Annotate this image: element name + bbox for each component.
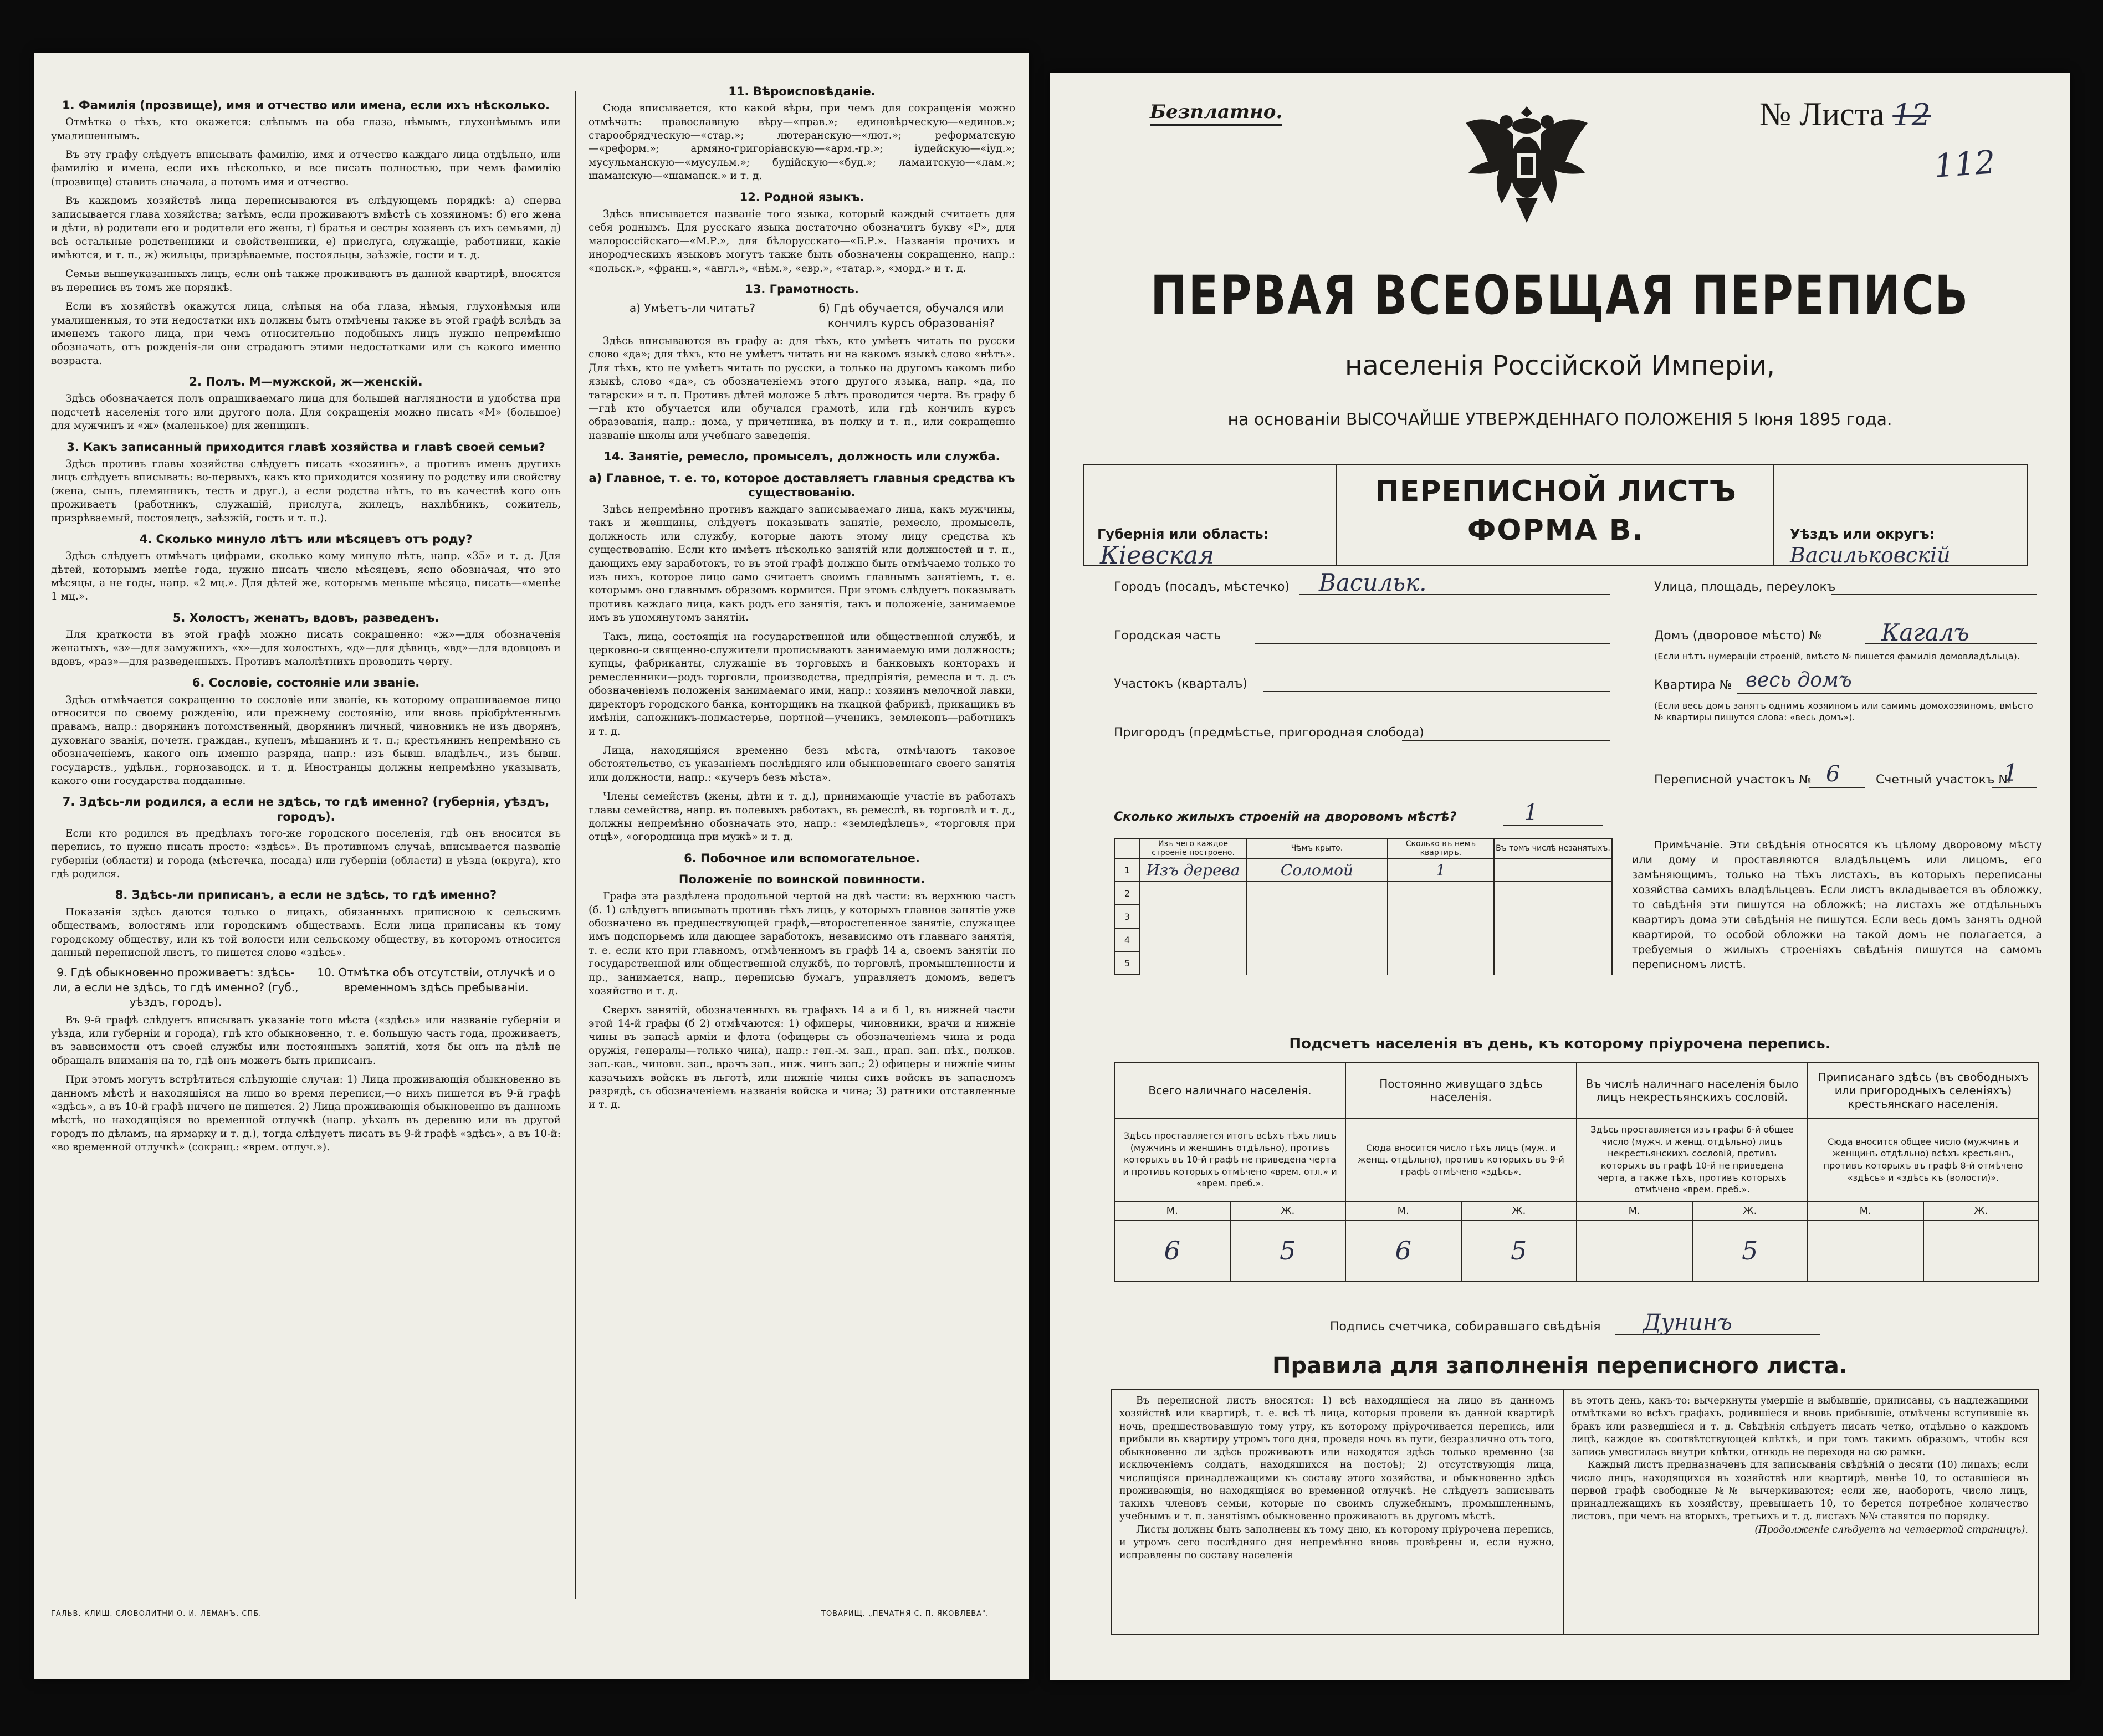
house-note: (Если нѣтъ нумераціи строеній, вмѣсто № пишется фамилія домовладѣльца).: [1654, 651, 2020, 662]
right-page-census-form: [1050, 73, 2070, 1680]
tally-column-header: Въ числѣ наличнаго населенія было лицъ некрестьянскихъ сословій.: [1577, 1063, 1808, 1118]
instruction-paragraph: Графа эта раздѣлена продольной чертой на двѣ части: въ верхнюю часть (б. 1) слѣдуетъ вписывать противъ тѣхъ лицъ, у которыхъ главное занятіе уже обозначено въ предшествующей графѣ,—второстепенное занятіе, служащее имъ подспорьемъ или дающее заработокъ, независимо отъ главнаго занятія, т. е. если кто при главномъ, отмѣченномъ въ графѣ 14 а, своемъ занятіи по государственной или общественной службѣ, по торговлѣ, промышленности и пр., занимается, напр., переписью бумагъ, управляетъ домомъ, ведетъ хозяйство и т. д.: [589, 890, 1015, 997]
tally-column-header: Постоянно живущаго здѣсь населенія.: [1345, 1063, 1577, 1118]
sheet-form-title: ПЕРЕПИСНОЙ ЛИСТЪ: [1375, 475, 1737, 508]
instruction-paragraph: Члены семействъ (жены, дѣти и т. д.), принимающіе участіе въ работахъ главы семейства, напр. въ полевыхъ работахъ, въ ремеслѣ, въ торговлѣ и т. д., должны непремѣнно обозначать это, напр.: «земледѣлецъ», «торговля при отцѣ», «огородница при мужѣ» и т. д.: [589, 791, 1015, 843]
apartment-label: Квартира №: [1654, 678, 1732, 692]
instruction-heading: 8. Здѣсь-ли приписанъ, а если не здѣсь, то гдѣ именно?: [115, 888, 497, 902]
building-cell-vacant[interactable]: [1494, 858, 1612, 882]
count-section-label: Счетный участокъ №: [1876, 773, 2012, 787]
buildings-header-vacant: Въ томъ числѣ незанятыхъ.: [1494, 838, 1612, 858]
column-divider: [575, 91, 576, 1599]
rules-left-column: [1119, 1395, 1554, 1630]
instruction-heading: 13. Грамотность.: [745, 282, 859, 296]
city-part-line: [1255, 643, 1610, 644]
instruction-heading-pair: [589, 301, 1015, 330]
census-section-label: Переписной участокъ №: [1654, 773, 1812, 787]
instruction-heading: а) Главное, т. е. то, которое доставляетъ главныя средства къ существованію.: [589, 471, 1015, 499]
tally-female-value[interactable]: 5: [1692, 1220, 1808, 1281]
population-tally-title: Подсчетъ населенія въ день, къ которому пріурочена перепись.: [1289, 1036, 1831, 1052]
instruction-paragraph: Здѣсь слѣдуетъ отмѣчать цифрами, сколько кому минуло лѣтъ, напр. «35» и т. д. Для дѣтей, которымъ менѣе года, нужно писать число мѣсяцевъ, ясно обозначая, что это мѣсяцы, а не годы, напр. «2 мц.». Для дѣтей же, которымъ меньше мѣсяца, писать—«менѣе 1 мц.».: [51, 550, 561, 603]
house-value[interactable]: Кагалъ: [1881, 619, 1969, 646]
census-subtitle: населенія Россійской Имперіи,: [1345, 350, 1775, 381]
instructions-column-2: [589, 78, 1015, 1599]
tally-female-value[interactable]: [1923, 1220, 2039, 1281]
building-cell-apts[interactable]: [1388, 882, 1494, 905]
printer-imprint-right: ТОВАРИЩ. „ПЕЧАТНЯ С. П. ЯКОВЛЕВА".: [821, 1610, 989, 1618]
city-value[interactable]: Васильк.: [1319, 569, 1427, 596]
instruction-heading: 5. Холостъ, женатъ, вдовъ, разведенъ.: [172, 611, 439, 624]
instruction-heading: 11. Вѣроисповѣданіе.: [728, 85, 876, 98]
instruction-paragraph: Сверхъ занятій, обозначенныхъ въ графахъ 14 а и б 1, въ нижней части этой 14-й графы (б 2) отмѣчаются: 1) офицеры, чиновники, врачи и нижніе чины въ запасѣ арміи и флота (офицеры съ обозначеніемъ чина и рода оружія, генералы—только чина), напр.: ген.-м. зап., прап. зап. пѣх., полков. зап.-кав., чиновн. зап., врачъ зап., инж. чинъ зап.; 2) офицеры и нижніе чины казачьихъ войскъ въ льготѣ, или нижніе чины сихъ войскъ въ запасномъ разрядѣ, съ обозначеніемъ названія войска и чина; 3) ратники отставленные и т. д.: [589, 1004, 1015, 1111]
instruction-heading: 10. Отмѣтка объ отсутствіи, отлучкѣ и о временномъ здѣсь пребываніи.: [317, 966, 555, 994]
tally-column-description: Здѣсь проставляется изъ графы 6-й общее число (мужч. и женщ. отдѣльно) лицъ некрестьянскихъ сословій, противъ которыхъ въ графѣ 10-й не приведена черта, а также тѣхъ, противъ которыхъ отмѣчено «врем. преб.».: [1577, 1118, 1808, 1201]
building-cell-roof[interactable]: Соломой: [1246, 858, 1388, 882]
female-column-label: Ж.: [1461, 1201, 1577, 1220]
province-value[interactable]: Кіевская: [1100, 541, 1215, 570]
instruction-paragraph: Такъ, лица, состоящія на государственной или общественной службѣ, и церковно-и священно-служители прописываютъ занимаемую ими должность; купцы, фабриканты, служащіе въ торговыхъ и банковыхъ конторахъ и ремесленники—родъ торговли, производства, предпріятія, ремесла и т. д. съ обозначеніемъ положенія занимаемаго ими, напр.: хозяинъ мелочной лавки, директоръ городского банка, конторщикъ на ткацкой фабрикѣ, прикащикъ въ имѣніи, сапожникъ-подмастерье, портной—ученикъ, землекопъ—работникъ и т. д.: [589, 631, 1015, 738]
instruction-paragraph: Лица, находящіяся временно безъ мѣста, отмѣчаютъ таковое обстоятельство, съ указаніемъ послѣдняго или обыкновеннаго своего занятія или должности, напр.: «кучеръ безъ мѣста».: [589, 744, 1015, 783]
enumerator-signature-label: Подпись счетчика, собиравшаго свѣдѣнія: [1330, 1320, 1601, 1334]
building-cell-material[interactable]: [1140, 882, 1246, 905]
instruction-heading: 6. Сословіе, состояніе или званіе.: [192, 676, 420, 690]
male-column-label: М.: [1345, 1201, 1461, 1220]
buildings-header-roof: Чѣмъ крыто.: [1246, 838, 1388, 858]
instruction-paragraph: Здѣсь непремѣнно противъ каждаго записываемаго лица, какъ мужчины, такъ и женщины, слѣдуетъ показывать занятіе, ремесло, промыселъ, должность или службу, которые даютъ этому лицу средства къ существованію. Если кто имѣетъ нѣсколько занятій или должностей и т. п., дающихъ ему заработокъ, то въ этой графѣ должно быть отмѣчаемо только то изъ нихъ, которое лицо само считаетъ своимъ главнымъ занятіемъ, т. е. которымъ оно главнымъ образомъ кормится. При этомъ слѣдуетъ показывать противъ каждаго лица, какъ родъ его занятія, такъ и положеніе, занимаемое имъ въ упомянутомъ занятіи.: [589, 504, 1015, 624]
rules-right-column: [1571, 1395, 2028, 1630]
male-column-label: М.: [1114, 1201, 1230, 1220]
sheet-label-text: № Листа: [1759, 96, 1885, 132]
tally-female-value[interactable]: 5: [1230, 1220, 1346, 1281]
rules-continued: (Продолженіе слѣдуетъ на четвертой страницѣ).: [1754, 1524, 2028, 1535]
instruction-paragraph: Отмѣтка о тѣхъ, кто окажется: слѣпымъ на оба глаза, нѣмымъ, глухонѣмымъ или умалишеннымъ.: [51, 116, 561, 142]
male-column-label: М.: [1808, 1201, 1923, 1220]
building-cell-roof[interactable]: [1246, 905, 1388, 928]
building-cell-vacant[interactable]: [1494, 951, 1612, 975]
instruction-paragraph: Здѣсь вписывается названіе того языка, который каждый считаетъ для себя роднымъ. Для русскаго языка достаточно обозначитъ букву «Р», для малороссійскаго—«М.Р.», для бѣлорусскаго—«Б.Р.». Названія прочихъ и инородческихъ языковъ могутъ также быть обозначены сокращенно, напр.: «польск.», «франц.», «англ.», «нѣм.», «евр.», «татар.», «морд.» и т. д.: [589, 208, 1015, 274]
building-cell-apts[interactable]: [1388, 951, 1494, 975]
sheet-number-label: [1759, 95, 1931, 134]
count-section-value[interactable]: 1: [2003, 759, 2018, 786]
tally-column-description: Сюда вносится число тѣхъ лицъ (муж. и женщ. отдѣльно), противъ которыхъ въ 9-й графѣ отмѣчено «здѣсь».: [1345, 1118, 1577, 1201]
apartment-value[interactable]: весь домъ: [1746, 669, 1852, 692]
instruction-heading: а) Умѣетъ-ли читать?: [629, 301, 756, 315]
instruction-heading: 9. Гдѣ обыкновенно проживаетъ: здѣсь-ли, а если не здѣсь, то гдѣ именно? (губ., уѣздъ, городъ).: [53, 966, 299, 1009]
instruction-paragraph: Показанія здѣсь даются только о лицахъ, обязанныхъ приписною к сельскимъ обществамъ, волостямъ или городскимъ обществамъ. Если лица приписаны къ тому городскому обществу, или къ той волости или сельскому обществу, въ которомъ относится данный переписной листъ, то пишется слово «здѣсь».: [51, 906, 561, 959]
rules-divider: [1563, 1389, 1564, 1634]
street-label: Улица, площадь, переулокъ: [1654, 580, 1836, 594]
printer-imprint-left: ГАЛЬВ. КЛИШ. СЛОВОЛИТНИ О. И. ЛЕМАНЪ, СПБ.: [51, 1610, 262, 1618]
instruction-heading: 6. Побочное или вспомогательное.: [684, 851, 920, 865]
building-row-index: 1: [1114, 858, 1140, 882]
city-part-label: Городская часть: [1114, 629, 1221, 643]
buildings-table: [1114, 838, 1613, 975]
count-section-line: [1992, 787, 2037, 788]
left-page: [34, 53, 1029, 1679]
building-cell-roof[interactable]: [1246, 951, 1388, 975]
instruction-heading: 12. Родной языкъ.: [739, 190, 864, 204]
building-row-index: 4: [1114, 928, 1140, 951]
building-row: [1114, 905, 1612, 928]
census-section-value[interactable]: 6: [1826, 761, 1840, 787]
province-label: Губернія или область:: [1097, 526, 1269, 542]
instruction-paragraph: При этомъ могутъ встрѣтиться слѣдующіе случаи: 1) Лица проживающія обыкновенно въ данномъ мѣстѣ и находящіяся на лицо во время переписи,—о нихъ пишется въ 9-й графѣ «здѣсь», а въ 10-й графѣ ничего не пишется. 2) Лица проживающія обыкновенно въ данномъ мѣстѣ, но находящіяся во временной отлучкѣ (напр. уѣхалъ въ деревню или въ другой городъ по дѣламъ, на ярмарку и т. д.), тогда слѣдуетъ писать въ 9-й графѣ «здѣсь», а въ 10-й: «во временной отлучкѣ» (сокращ.: «врем. отлуч.»).: [51, 1074, 561, 1154]
rules-right-text-2: Каждый листъ предназначенъ для записыванія свѣдѣній о десяти (10) лицахъ; если число лицъ, находящихся въ хозяйствѣ или квартирѣ, менѣе 10, то оставшіеся въ первой графѣ свободные №№ вычеркиваются; если же, наоборотъ, число лицъ, принадлежащихъ къ хозяйству, превышаетъ 10, то берется потребное количество листовъ, при чемъ на вторыхъ, третьихъ и т. д. листахъ №№ ставятся по порядку.: [1571, 1460, 2028, 1523]
instruction-paragraph: Для краткости въ этой графѣ можно писать сокращенно: «ж»—для обозначенія женатыхъ, «з»—для замужнихъ, «х»—для холостыхъ, «д»—для дѣвицъ, «вд»—для вдовцовъ и вдовъ, «раз»—для разведенныхъ. Противъ малолѣтнихъ проводить черту.: [51, 629, 561, 668]
instructions-column-1: [51, 91, 561, 1599]
city-label: Городъ (посадъ, мѣстечко): [1114, 580, 1290, 594]
building-cell-apts[interactable]: [1388, 928, 1494, 951]
apartment-note: (Если весь домъ занятъ однимъ хозяиномъ или самимъ домохозяиномъ, вмѣсто № квартиры пишутся слова: «весь домъ»).: [1654, 700, 2033, 723]
crossed-out-sheet-number: 12: [1892, 98, 1931, 132]
instruction-heading: 2. Полъ. М—мужской, ж—женскій.: [189, 375, 423, 389]
building-row: [1114, 858, 1612, 882]
dwellings-label: Сколько жилыхъ строеній на дворовомъ мѣстѣ?: [1114, 810, 1457, 824]
building-row: [1114, 882, 1612, 905]
building-cell-material[interactable]: [1140, 951, 1246, 975]
tally-column-header: Приписанаго здѣсь (въ свободныхъ или пригородныхъ селеніяхъ) крестьянскаго населенія.: [1808, 1063, 2039, 1118]
tally-column-header: Всего наличнаго населенія.: [1114, 1063, 1345, 1118]
instruction-paragraph: Семьи вышеуказанныхъ лицъ, если онѣ также проживаютъ въ данной квартирѣ, вносятся въ перепись въ томъ же порядкѣ.: [51, 268, 561, 294]
building-cell-vacant[interactable]: [1494, 928, 1612, 951]
female-column-label: Ж.: [1230, 1201, 1346, 1220]
instruction-paragraph: Въ каждомъ хозяйствѣ лица переписываются въ слѣдующемъ порядкѣ: а) сперва записывается глава хозяйства; затѣмъ, если проживаютъ вмѣстѣ съ хозяиномъ: б) его жена и дѣти, в) родители его и родители его жены, г) братья и сестры хозяевъ съ ихъ семьями, д) всѣ остальные родственники и свойственники, е) прислуга, служащіе, работники, какіе имѣются, и т. п., ж) жильцы, призрѣваемые, постояльцы, заѣзжіе, гости и т. д.: [51, 195, 561, 261]
section-line: [1263, 691, 1610, 692]
instruction-heading: 7. Здѣсь-ли родился, а если не здѣсь, то гдѣ именно? (губернія, уѣздъ, городъ).: [62, 795, 550, 823]
buildings-note: Примѣчаніе. Эти свѣдѣнія относятся къ цѣлому дворовому мѣсту или дому и проставляются владѣльцемъ или лицомъ, его замѣняющимъ, только на тѣхъ листахъ, въ которыхъ переписаны хозяйства самихъ владѣльцевъ. Если листъ вкладывается въ обложку, то свѣдѣнія эти пишутся на обложкѣ; на листахъ же отдѣльныхъ квартиръ дома эти свѣдѣнія не пишутся. Если весь домъ занятъ одной квартирой, то особой обложки на такой домъ не полагается, а требуемыя о жилыхъ строеніяхъ свѣдѣнія пишутся на самомъ переписномъ листѣ.: [1632, 839, 2042, 971]
district-label: Уѣздъ или округъ:: [1790, 526, 1935, 542]
apartment-line: [1737, 693, 2037, 694]
instruction-paragraph: Здѣсь отмѣчается сокращенно то сословіе или званіе, къ которому опрашиваемое лицо относится по своему рожденію, или прежнему состоянію, или вновь пріобрѣтеннымъ правамъ, напр.: дворянинъ потомственный, дворянинъ личный, чиновникъ не изъ дворянъ, духовнаго званія, почетн. граждан., купецъ, мѣщанинъ и т. п.; крестьянинъ непремѣнно съ обозначеніемъ, какого онъ именно разряда, напр.: изъ бывш. владѣльч., изъ бывш. государств., удѣльн., горнозаводск. и т. д. Иностранцы должны непремѣнно указывать, какого они государства подданные.: [51, 694, 561, 787]
building-row: [1114, 928, 1612, 951]
instruction-paragraph: Здѣсь вписываются въ графу а: для тѣхъ, кто умѣетъ читать по русски слово «да»; для тѣхъ, кто не умѣетъ читать ни на какомъ языкѣ слово «нѣтъ». Для тѣхъ, кто не умѣетъ читать по русски, а только на другомъ какомъ либо языкѣ, слово «да», съ обозначеніемъ этого другого языка, напр. «да, по татарски» и т. п. Противъ дѣтей моложе 5 лѣтъ проводится черта. Въ графу б—гдѣ кто обучается или обучался грамотѣ, или гдѣ кончилъ курсъ образованія, напр.: дома, у причетника, въ полку и т. п., или сокращенно названіе школы или учебнаго заведенія.: [589, 335, 1015, 442]
district-value[interactable]: Васильковскій: [1790, 543, 1951, 567]
building-cell-material[interactable]: Изъ дерева: [1140, 858, 1246, 882]
census-main-title: ПЕРВАЯ ВСЕОБЩАЯ ПЕРЕПИСЬ: [1150, 264, 1969, 326]
building-cell-vacant[interactable]: [1494, 882, 1612, 905]
female-column-label: Ж.: [1692, 1201, 1808, 1220]
buildings-index-header: [1114, 838, 1140, 858]
header-divider-left: [1336, 464, 1337, 565]
rules-title: Правила для заполненія переписного листа.: [1272, 1353, 1848, 1379]
instruction-paragraph: Если кто родился въ предѣлахъ того-же городского поселенія, гдѣ онъ вносится въ перепись, то нужно писать просто: «здѣсь». Въ противномъ случаѣ, вписывается названіе губерніи (области) и города (мѣстечка, посада) или губерніи (области) и уѣзда (округа), кто гдѣ родился.: [51, 827, 561, 880]
house-label: Домъ (дворовое мѣсто) №: [1654, 629, 1822, 643]
enumerator-signature[interactable]: Дунинъ: [1643, 1310, 1732, 1335]
instruction-heading: 3. Какъ записанный приходится главѣ хозяйства и главѣ своей семьи?: [66, 440, 545, 454]
instruction-heading: 1. Фамилія (прозвище), имя и отчество или имена, если ихъ нѣсколько.: [62, 99, 550, 112]
building-cell-vacant[interactable]: [1494, 905, 1612, 928]
buildings-header-material: Изъ чего каждое строеніе построено.: [1140, 838, 1246, 858]
instruction-heading: 14. Занятіе, ремесло, промыселъ, должность или служба.: [603, 450, 1000, 464]
female-column-label: Ж.: [1923, 1201, 2039, 1220]
building-row-index: 5: [1114, 951, 1140, 975]
tally-male-value[interactable]: 6: [1345, 1220, 1461, 1281]
building-row-index: 2: [1114, 882, 1140, 905]
tally-male-value[interactable]: [1808, 1220, 1923, 1281]
tally-male-value[interactable]: 6: [1114, 1220, 1230, 1281]
tally-female-value[interactable]: 5: [1461, 1220, 1577, 1281]
instruction-paragraph: Здѣсь противъ главы хозяйства слѣдуетъ писать «хозяинъ», а противъ именъ другихъ лицъ слѣдуетъ вписывать: во-первыхъ, какъ кто приходится хозяину по родству или свойству (жена, сынъ, племянникъ, тесть и друг.), а если родства нѣтъ, то въ качествѣ кого онъ проживаетъ (работникъ, служащій, прислуга, жилецъ, нахлѣбникъ, сожитель, призрѣваемый, постоялецъ, заѣзжій, гость и т. п.).: [51, 458, 561, 524]
instruction-paragraph: Здѣсь обозначается полъ опрашиваемаго лица для большей наглядности и удобства при подсчетѣ населенія того или другого пола. Для сокращенія можно писать «М» (большое) для мужчинъ и «ж» (маленькое) для женщинъ.: [51, 393, 561, 432]
building-cell-roof[interactable]: [1246, 882, 1388, 905]
instruction-paragraph: Въ эту графу слѣдуетъ вписывать фамилію, имя и отчество каждаго лица отдѣльно, или фамилію и имена, если ихъ нѣсколько, и все писать полностью, при чемъ фамилію (прозвище) ставить сначала, а потомъ имя и отчество.: [51, 149, 561, 188]
header-divider-right: [1773, 464, 1774, 565]
building-row: [1114, 951, 1612, 975]
tally-column-description: Сюда вносится общее число (мужчинъ и женщинъ отдѣльно) всѣхъ крестьянъ, противъ которыхъ въ графѣ 8-й отмѣчено «здѣсь» и «здѣсь къ (волости)».: [1808, 1118, 2039, 1201]
suburb-label: Пригородъ (предмѣстье, пригородная слобода): [1114, 726, 1424, 740]
section-label: Участокъ (кварталъ): [1114, 677, 1247, 691]
building-cell-roof[interactable]: [1246, 928, 1388, 951]
dwellings-value[interactable]: 1: [1524, 800, 1538, 826]
building-cell-apts[interactable]: 1: [1388, 858, 1494, 882]
buildings-header-apartments: Сколько въ немъ квартиръ.: [1388, 838, 1494, 858]
tally-column-description: Здѣсь проставляется итогъ всѣхъ тѣхъ лицъ (мужчинъ и женщинъ отдѣльно), противъ которыхъ въ 10-й графѣ не приведена черта и противъ которыхъ отмѣчено «врем. отл.» и «врем. преб.».: [1114, 1118, 1345, 1201]
building-cell-material[interactable]: [1140, 905, 1246, 928]
street-line: [1831, 594, 2037, 595]
instruction-heading: 4. Сколько минуло лѣтъ или мѣсяцевъ отъ роду?: [139, 532, 473, 546]
building-row-index: 3: [1114, 905, 1140, 928]
instruction-paragraph: Сюда вписывается, кто какой вѣры, при чемъ для сокращенія можно отмѣчать: православную вѣру—«прав.»; единовѣрческую—«единов.»; старообрядческую—«стар.»; лютеранскую—«лют.»; реформатскую—«реформ.»; армяно-григоріанскую—«арм.-гр.»; іудейскую—«іуд.»; мусульманскую—«мусульм.»; будійскую—«буд.»; ламаитскую—«лам.»; шаманскую—«шаманск.» и т. д.: [589, 103, 1015, 182]
free-of-charge-label: Безплатно.: [1150, 101, 1282, 126]
male-column-label: М.: [1577, 1201, 1692, 1220]
instruction-heading: б) Гдѣ обучается, обучался или кончилъ курсъ образованія?: [818, 301, 1004, 330]
handwritten-sheet-number: 112: [1932, 143, 1997, 185]
imperial-eagle-emblem: [1463, 95, 1590, 228]
rules-right-text-1: въ этотъ день, какъ-то: вычеркнуты умершіе и выбывшіе, приписаны, съ надлежащими отмѣтками во всѣхъ графахъ, родившіеся и вновь прибывшіе, отмѣчены вступившіе въ бракъ или разведшіеся и т. д. Свѣдѣнія слѣдуетъ писать четко, отдѣльно о каждомъ лицѣ, каждое въ соотвѣтствующей клѣткѣ, и при томъ такимъ образомъ, чтобы вся запись уместилась внутри клѣтки, отнюдь не переходя на сю рамки.: [1571, 1395, 2028, 1458]
census-legal-basis: на основаніи ВЫСОЧАЙШЕ УТВЕРЖДЕННАГО ПОЛОЖЕНІЯ 5 Іюня 1895 года.: [1227, 410, 1892, 429]
census-section-line: [1809, 787, 1865, 788]
rules-left-text-1: Въ переписной листъ вносятся: 1) всѣ находящіеся на лицо въ данномъ хозяйствѣ или квартирѣ, т. е. всѣ тѣ лица, которыя провели въ данной квартирѣ ночь, предшествовавшую тому утру, къ которому пріурочивается перепись, или прибыли въ квартиру утромъ того дня, проведя ночь въ пути, безразлично отъ того, обыкновенно ли здѣсь проживаютъ или находятся здѣсь только временно (за исключеніемъ солдатъ, находящихся на постоѣ); 2) отсутствующія лица, числящіяся принадлежащими къ составу этого хозяйства, и обыкновенно здѣсь проживающія, но находящіяся во временной отлучкѣ. Не слѣдуетъ записывать такихъ членовъ семьи, которые по своимъ служебнымъ, промышленнымъ, учебнымъ и т. п. занятіямъ обыкновенно проживаютъ въ другомъ мѣстѣ.: [1119, 1395, 1554, 1523]
building-cell-material[interactable]: [1140, 928, 1246, 951]
instruction-paragraph: Если въ хозяйствѣ окажутся лица, слѣпыя на оба глаза, нѣмыя, глухонѣмыя или умалишенныя, то эти недостатки ихъ должны быть отмѣчены также въ этой графѣ вслѣдъ за именемъ такого лица, при чемъ относительно подобныхъ лицъ нужно непремѣнно обозначать, отъ рожденія-ли они страдаютъ этими недостатками или съ какого именно возраста.: [51, 301, 561, 367]
tally-male-value[interactable]: [1577, 1220, 1692, 1281]
population-tally-table: [1114, 1062, 2039, 1282]
suburb-line: [1402, 740, 1610, 741]
building-cell-apts[interactable]: [1388, 905, 1494, 928]
instruction-paragraph: Въ 9-й графѣ слѣдуетъ вписывать указаніе того мѣста («здѣсь» или названіе губерніи и уѣзда, или губерніи и города), гдѣ кто обыкновенно, т. е. большую часть года, проживаетъ, въ зависимости отъ своей службы или постоянныхъ занятій, хотя бы онъ на дѣлѣ не обращалъ вниманія на то, гдѣ онъ можетъ быть приписанъ.: [51, 1014, 561, 1067]
dwellings-line: [1503, 825, 1603, 826]
rules-left-text-2: Листы должны быть заполнены къ тому дню, къ которому пріурочена перепись, и утромъ сего послѣдняго дня непремѣнно вновь провѣрены и, если нужно, исправлены по составу населенія: [1119, 1524, 1554, 1561]
form-letter-title: ФОРМА В.: [1467, 514, 1645, 547]
instruction-heading: Положеніе по воинской повинности.: [678, 873, 925, 886]
instruction-heading-pair: [51, 965, 561, 1009]
